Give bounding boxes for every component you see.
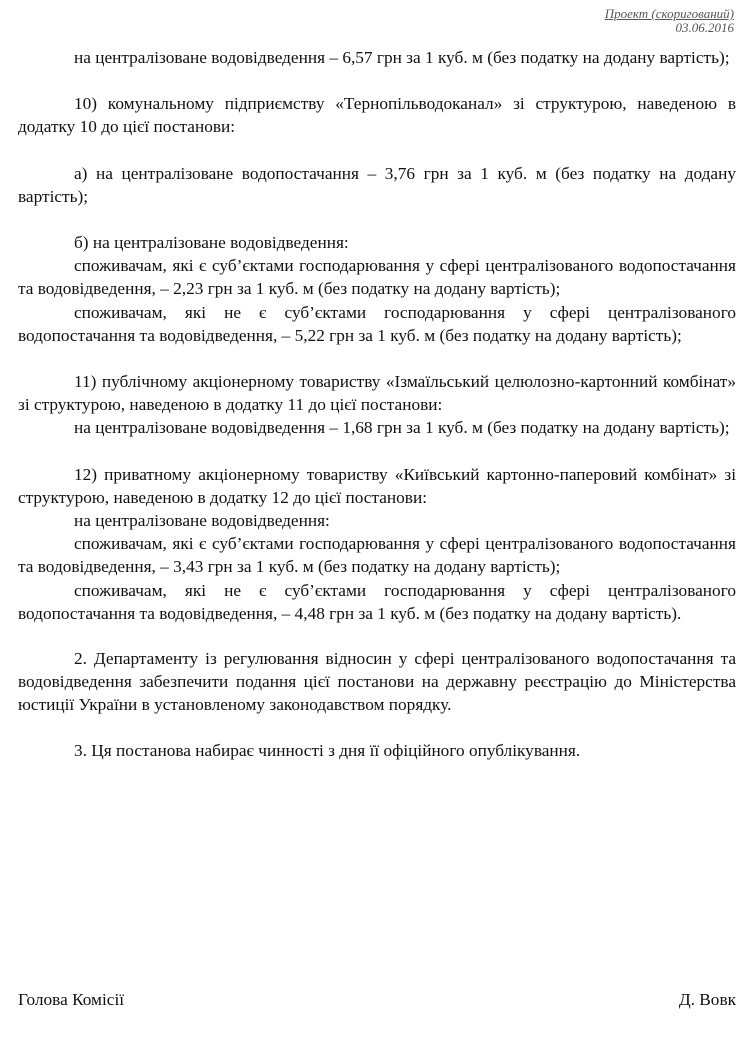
draft-date: 03.06.2016 — [675, 20, 734, 35]
signature-block — [18, 988, 736, 1011]
paragraph-drainage-tariff-9: на централізоване водовідведення – 6,57 грн за 1 куб. м (без податку на додану вартість); — [74, 48, 730, 67]
paragraph-item-12-subjects: споживачам, які є суб’єктами господарювання у сфері централізованого водопостачання та водовідведення, – 3,43 грн за 1 куб. м (без податку на додану вартість); — [18, 534, 736, 577]
paragraph-clause-2: 2. Департаменту із регулювання відносин у сфері централізованого водопостачання та водовідведення забезпечити подання цієї постанови на державну реєстрацію до Міністерства юстиції України в установленому законодавством порядку. — [18, 649, 736, 715]
paragraph-clause-3: 3. Ця постанова набирає чинності з дня її офіційного опублікування. — [74, 740, 581, 760]
paragraph-item-10b-subjects: споживачам, які є суб’єктами господарювання у сфері централізованого водопостачання та водовідведення, – 2,23 грн за 1 куб. м (без податку на додану вартість); — [18, 256, 736, 299]
paragraph-item-12-non-subjects: споживачам, які не є суб’єктами господарювання у сфері централізованого водопостачання та водовідведення, – 4,48 грн за 1 куб. м (без податку на додану вартість). — [18, 580, 736, 623]
paragraph-item-10: 10) комунальному підприємству «Тернопільводоканал» зі структурою, наведеною в додатку 10 до цієї постанови: — [18, 94, 736, 137]
paragraph-item-10a: а) на централізоване водопостачання – 3,76 грн за 1 куб. м (без податку на додану вартість); — [18, 163, 736, 206]
paragraph-item-12: 12) приватному акціонерному товариству «Київський картонно-паперовий комбінат» зі структурою, наведеною в додатку 12 до цієї постанови: — [18, 464, 736, 507]
document-body — [18, 46, 736, 762]
paragraph-item-11-drainage: на централізоване водовідведення – 1,68 грн за 1 куб. м (без податку на додану вартість); — [74, 418, 730, 438]
signature-position: Голова Комісії — [18, 990, 125, 1009]
draft-status: Проект (скоригований) — [604, 6, 734, 21]
paragraph-item-12-drainage: на централізоване водовідведення: — [74, 511, 330, 531]
paragraph-item-11: 11) публічному акціонерному товариству «Ізмаїльський целюлозно-картонний комбінат» зі структурою, наведеною в додатку 11 до цієї постанови: — [18, 372, 736, 415]
draft-stamp — [605, 7, 734, 35]
signature-name: Д. Вовк — [678, 990, 736, 1009]
paragraph-item-10b: б) на централізоване водовідведення: — [74, 233, 349, 253]
paragraph-item-10b-non-subjects: споживачам, які не є суб’єктами господарювання у сфері централізованого водопостачання та водовідведення, – 5,22 грн за 1 куб. м (без податку на додану вартість); — [18, 302, 736, 345]
